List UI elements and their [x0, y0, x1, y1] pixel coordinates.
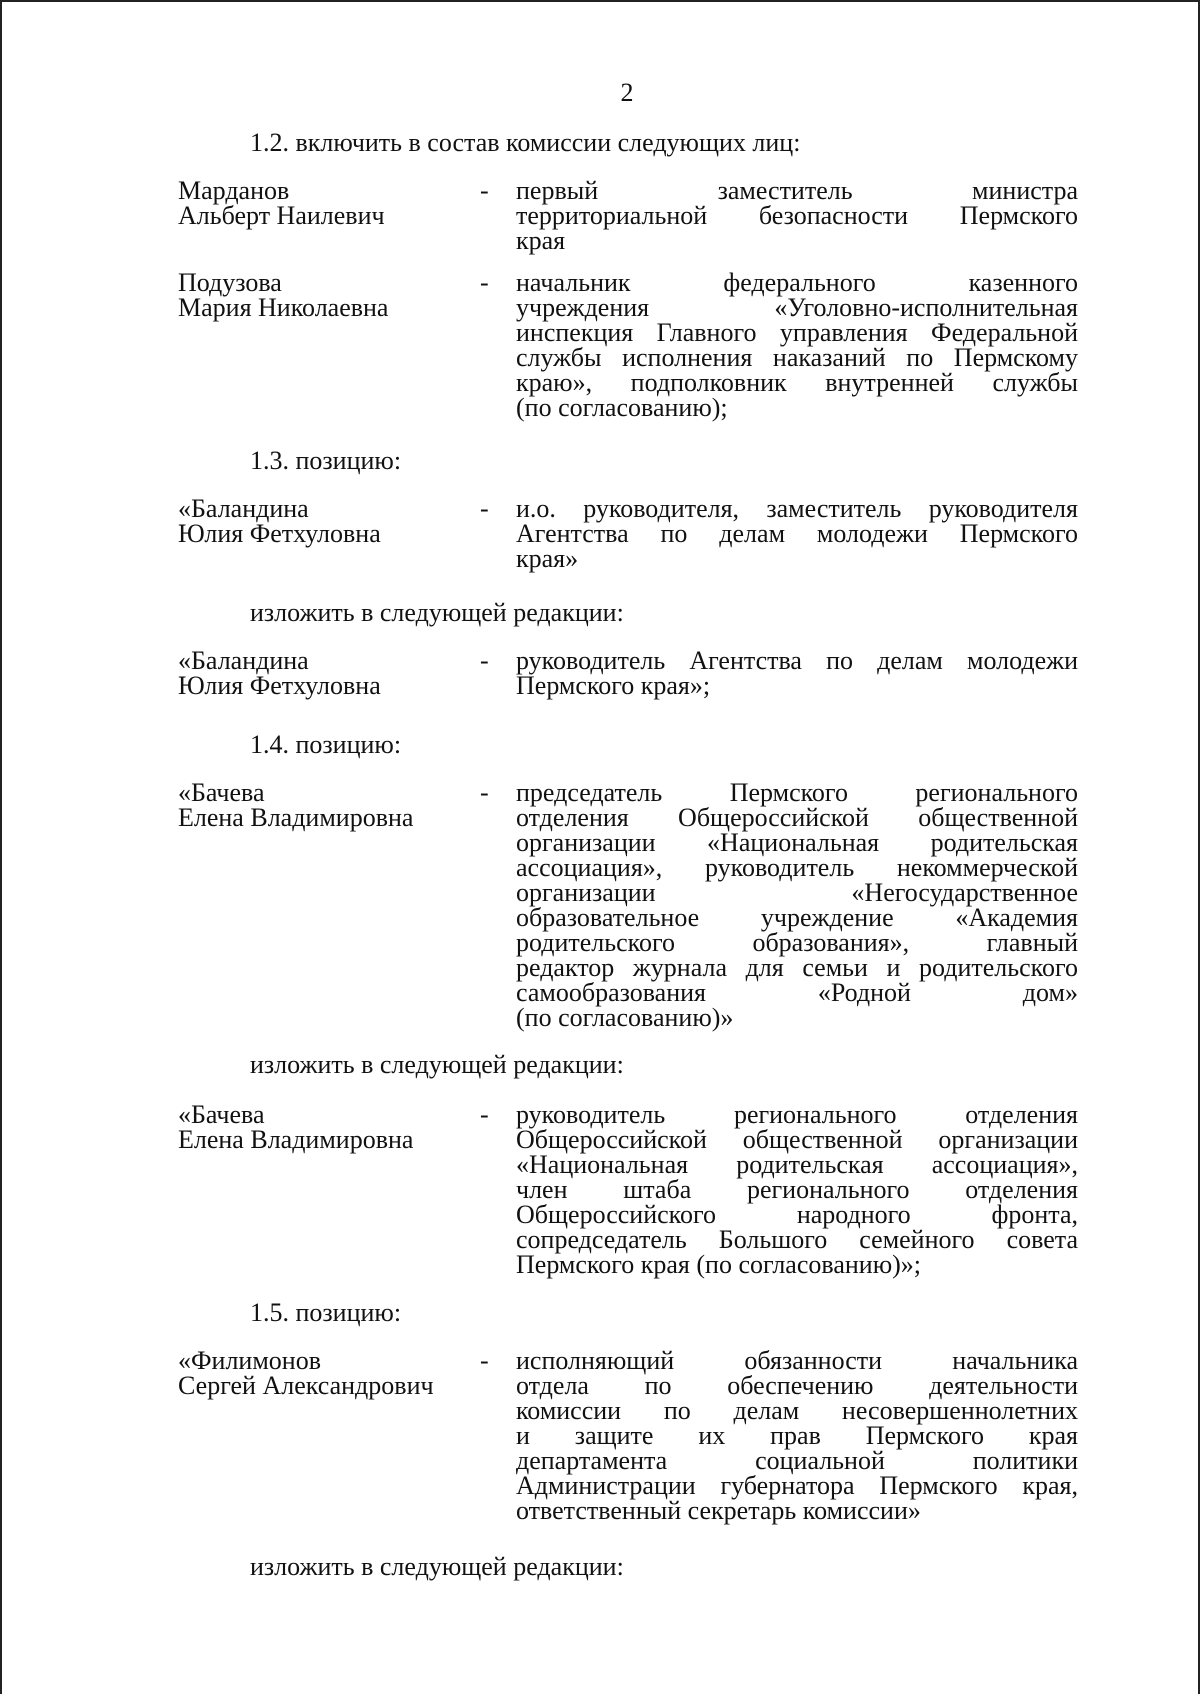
- paragraph-1-3: 1.3. позицию:: [250, 446, 402, 475]
- person-name: Марданов Альберт Наилевич: [178, 176, 385, 230]
- person-name: «Бачева Елена Владимировна: [178, 778, 414, 832]
- dash: -: [480, 646, 489, 675]
- position-description: исполняющий обязанности начальника отдела по обеспечению деятельности комиссии по делам несовершеннолетних и защите их прав Пермского края департамента социальной политики Администрации губернатора Пермского края, ответственный секретарь комиссии»: [516, 1346, 1078, 1525]
- person-name: «Баландина Юлия Фетхуловна: [178, 494, 381, 548]
- position-description: руководитель Агентства по делам молодежи Пермского края»;: [516, 646, 1078, 700]
- person-name: Подузова Мария Николаевна: [178, 268, 389, 322]
- dash: -: [480, 1100, 489, 1129]
- person-name: «Баландина Юлия Фетхуловна: [178, 646, 381, 700]
- person-name: «Бачева Елена Владимировна: [178, 1100, 414, 1154]
- dash: -: [480, 176, 489, 205]
- position-description: председатель Пермского регионального отделения Общероссийской общественной организации «Национальная родительская ассоциация», руководитель некоммерческой организации «Негосударственное образовательное учреждение «Академия родительского образования», главный редактор журнала для семьи и родительского самообразования «Родной дом» (по согласованию)»: [516, 778, 1078, 1032]
- person-name: «Филимонов Сергей Александрович: [178, 1346, 434, 1400]
- paragraph-redaction: изложить в следующей редакции:: [250, 1050, 624, 1079]
- paragraph-redaction: изложить в следующей редакции:: [250, 598, 624, 627]
- paragraph-redaction: изложить в следующей редакции:: [250, 1552, 624, 1581]
- paragraph-1-2: 1.2. включить в состав комиссии следующих лиц:: [250, 128, 801, 157]
- paragraph-1-4: 1.4. позицию:: [250, 730, 402, 759]
- position-description: и.о. руководителя, заместитель руководителя Агентства по делам молодежи Пермского края»: [516, 494, 1078, 573]
- dash: -: [480, 778, 489, 807]
- paragraph-1-5: 1.5. позицию:: [250, 1298, 402, 1327]
- position-description: начальник федерального казенного учреждения «Уголовно-исполнительная инспекция Главного управления Федеральной службы исполнения наказаний по Пермскому краю», подполковник внутренней службы (по согласованию);: [516, 268, 1078, 422]
- position-description: первый заместитель министра территориальной безопасности Пермского края: [516, 176, 1078, 255]
- dash: -: [480, 1346, 489, 1375]
- dash: -: [480, 494, 489, 523]
- page-number: 2: [620, 78, 634, 107]
- dash: -: [480, 268, 489, 297]
- position-description: руководитель регионального отделения Общероссийской общественной организации «Национальная родительская ассоциация», член штаба регионального отделения Общероссийского народного фронта, сопредседатель Большого семейного совета Пермского края (по согласованию)»;: [516, 1100, 1078, 1279]
